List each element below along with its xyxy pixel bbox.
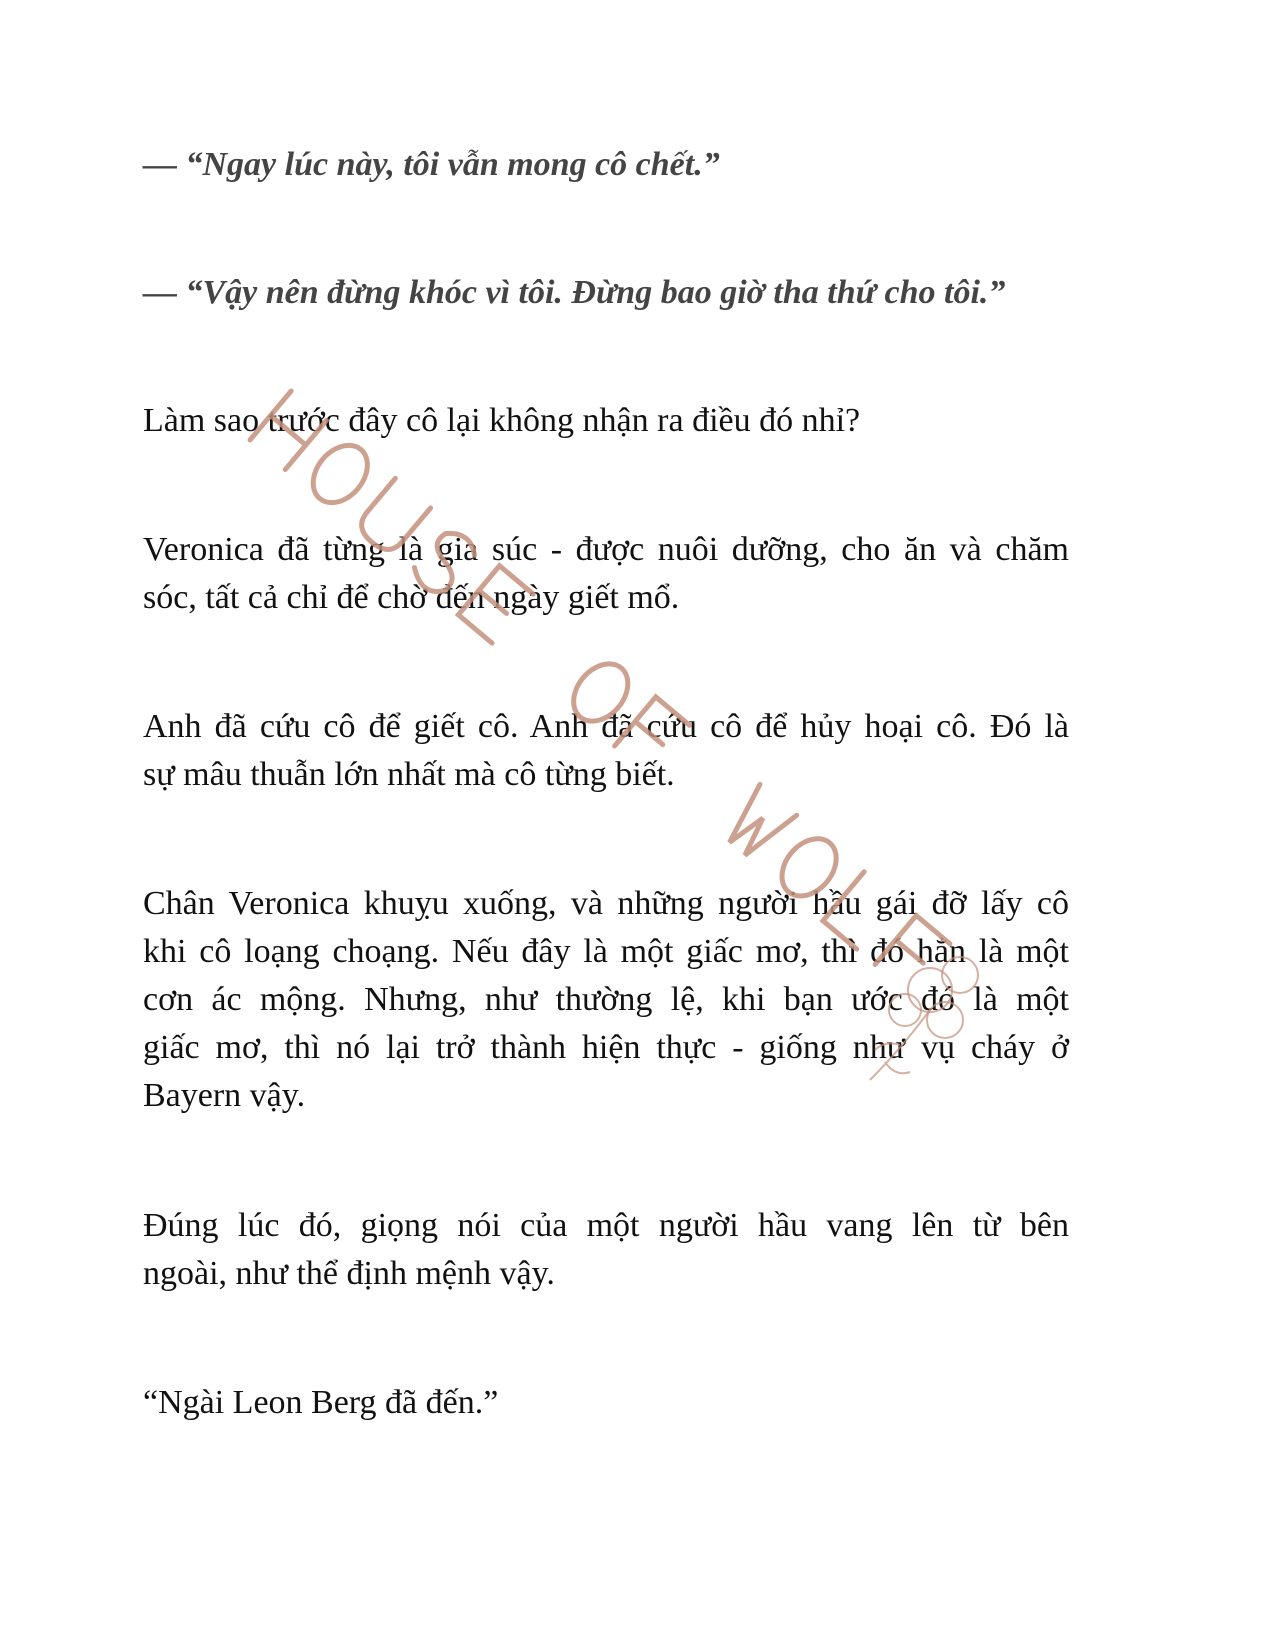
paragraph-4-line: cơn ác mộng. Nhưng, như thường lệ, khi bạn ước đó là một	[143, 981, 1069, 1018]
paragraph-4-line: Bayern vậy.	[143, 1077, 306, 1114]
paragraph-5-line: ngoài, như thể định mệnh vậy.	[143, 1255, 555, 1292]
paragraph-3-line: Anh đã cứu cô để giết cô. Anh đã cứu cô để hủy hoại cô. Đó là	[143, 708, 1069, 745]
paragraph-4-line: giấc mơ, thì nó lại trở thành hiện thực - giống như vụ cháy ở	[143, 1029, 1069, 1066]
paragraph-5-line: Đúng lúc đó, giọng nói của một người hầu vang lên từ bên	[143, 1207, 1069, 1244]
dialogue-line-1: — “Ngay lúc này, tôi vẫn mong cô chết.”	[143, 146, 720, 183]
paragraph-1-line: Làm sao trước đây cô lại không nhận ra điều đó nhỉ?	[143, 402, 861, 439]
paragraph-2-line: Veronica đã từng là gia súc - được nuôi dưỡng, cho ăn và chăm	[143, 531, 1069, 568]
watermark-letter	[302, 435, 378, 514]
paragraph-3-line: sự mâu thuẫn lớn nhất mà cô từng biết.	[143, 756, 675, 793]
dialogue-line-2: — “Vậy nên đừng khóc vì tôi. Đừng bao giờ tha thứ cho tôi.”	[143, 274, 1006, 311]
paragraph-4-line: Chân Veronica khuỵu xuống, và những người hầu gái đỡ lấy cô	[143, 885, 1069, 922]
paragraph-6-line: “Ngài Leon Berg đã đến.”	[143, 1384, 499, 1421]
paragraph-2-line: sóc, tất cả chỉ để chờ đến ngày giết mổ.	[143, 579, 680, 616]
paragraph-4-line: khi cô loạng choạng. Nếu đây là một giấc mơ, thì đó hẳn là một	[143, 933, 1069, 970]
